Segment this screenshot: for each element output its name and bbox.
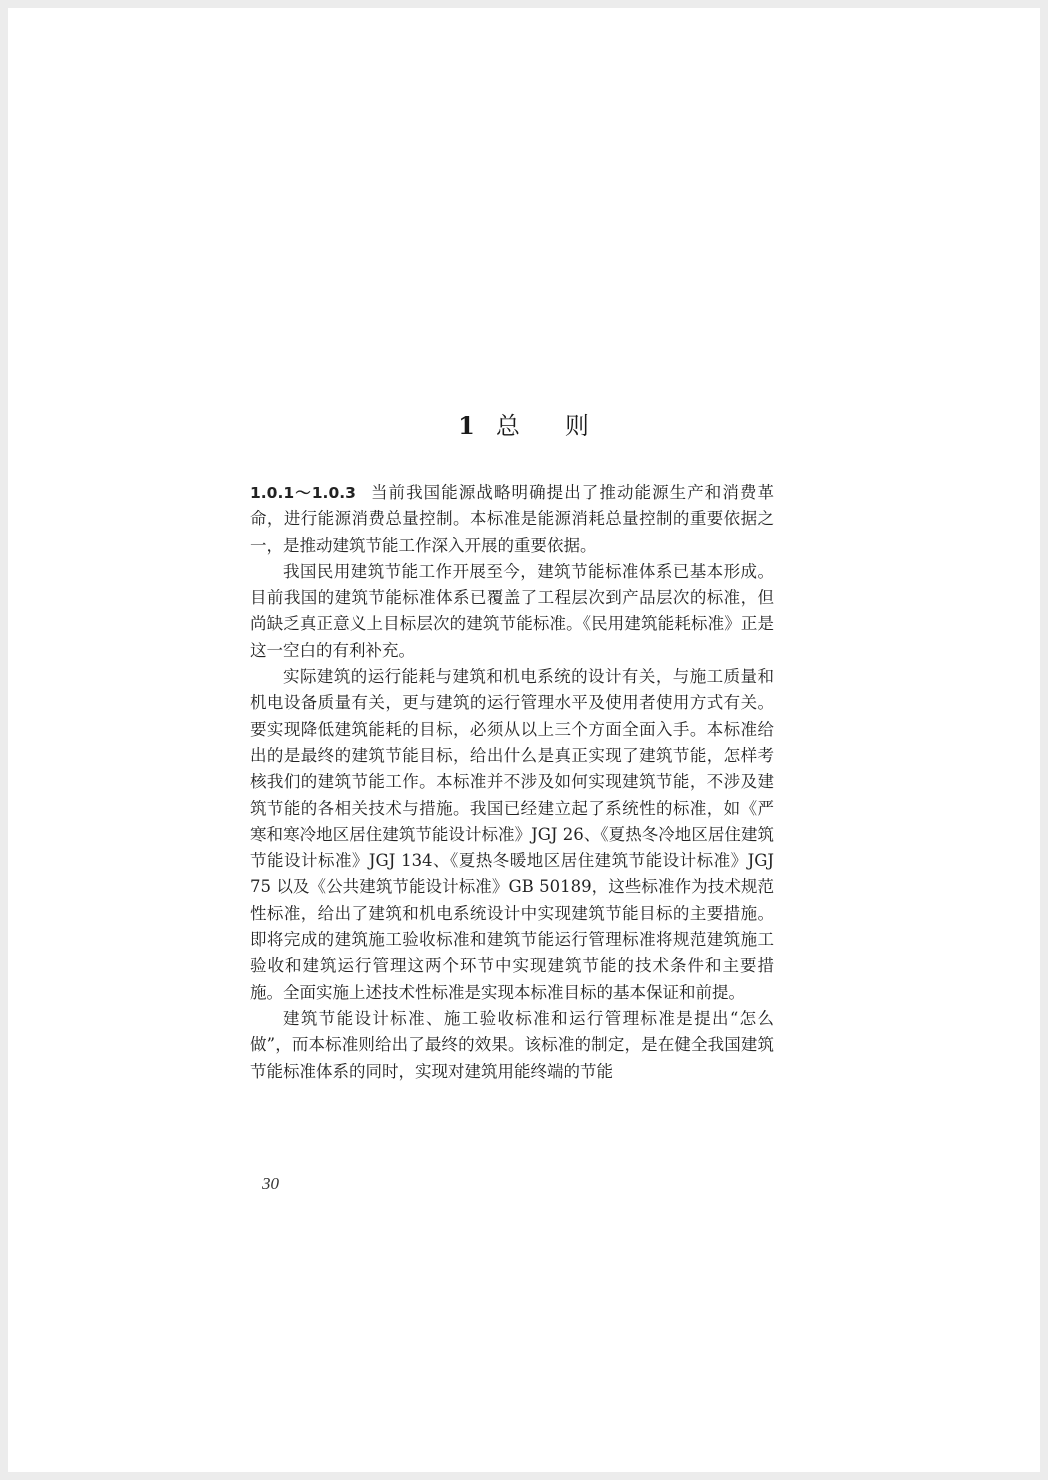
paragraph-1: [250, 480, 774, 559]
paragraph-4: 建筑节能设计标准、施工验收标准和运行管理标准是提出“怎么做”，而本标准则给出了最终的效果。该标准的制定，是在健全我国建筑节能标准体系的同时，实现对建筑用能终端的节能: [250, 1008, 774, 1081]
chapter-title-char-1: 总: [495, 412, 521, 440]
paragraph-2: 我国民用建筑节能工作开展至今，建筑节能标准体系已基本形成。目前我国的建筑节能标准体系已覆盖了工程层次到产品层次的标准，但尚缺乏真正意义上目标层次的建筑节能标准。《民用建筑能耗标准》正是这一空白的有利补充。: [250, 561, 774, 660]
chapter-title-char-2: 则: [564, 412, 590, 440]
document-page: [8, 8, 1040, 1472]
body-text: [250, 480, 774, 1085]
page-number: 30: [262, 1174, 279, 1193]
paragraph-3: 实际建筑的运行能耗与建筑和机电系统的设计有关，与施工质量和机电设备质量有关，更与建筑的运行管理水平及使用者使用方式有关。要实现降低建筑能耗的目标，必须从以上三个方面全面入手。本标准给出的是最终的建筑节能目标，给出什么是真正实现了建筑节能，怎样考核我们的建筑节能工作。本标准并不涉及如何实现建筑节能，不涉及建筑节能的各相关技术与措施。我国已经建立起了系统性的标准，如《严寒和寒冷地区居住建筑节能设计标准》JGJ 26、《夏热冬冷地区居住建筑节能设计标准》JGJ 134、《夏热冬暖地区居住建筑节能设计标准》JGJ 75 以及《公共建筑节能设计标准》GB 50189，这些标准作为技术规范性标准，给出了建筑和机电系统设计中实现建筑节能目标的主要措施。即将完成的建筑施工验收标准和建筑节能运行管理标准将规范建筑施工验收和建筑运行管理这两个环节中实现建筑节能的技术条件和主要措施。全面实施上述技术性标准是实现本标准目标的基本保证和前提。: [250, 667, 774, 1002]
chapter-title: [8, 406, 1040, 441]
clause-number: 1.0.1～1.0.3: [250, 484, 356, 502]
paragraph-1-text: 当前我国能源战略明确提出了推动能源生产和消费革命，进行能源消费总量控制。本标准是能源消耗总量控制的重要依据之一，是推动建筑节能工作深入开展的重要依据。: [250, 483, 775, 555]
chapter-number: 1: [458, 411, 476, 440]
